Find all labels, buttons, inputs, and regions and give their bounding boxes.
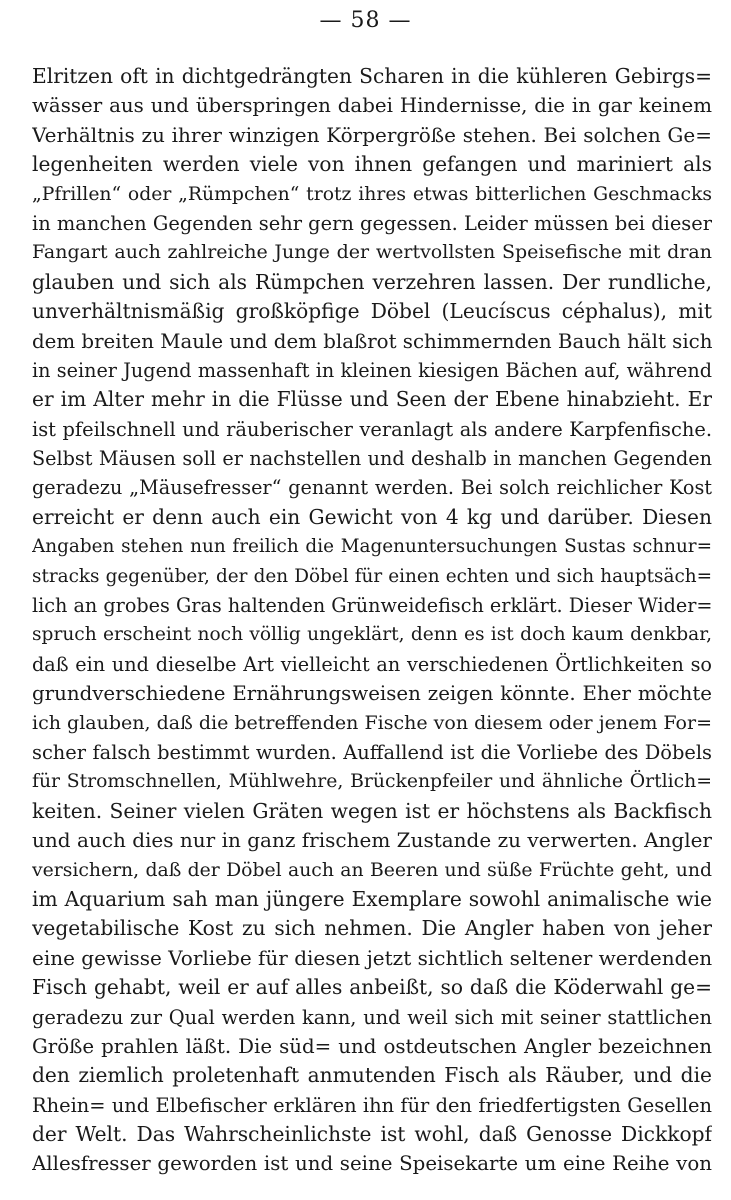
text-line: Angaben stehen nun freilich die Magenuntersuchungen Sustas schnur= bbox=[32, 536, 712, 558]
text-line: und auch dies nur in ganz frischem Zustande zu verwerten. Angler bbox=[32, 828, 712, 853]
text-line: wässer aus und überspringen dabei Hindernisse, die in gar keinem bbox=[32, 94, 712, 118]
body-text bbox=[32, 62, 712, 1179]
text-line: Allesfresser geworden ist und seine Speisekarte um eine Reihe von bbox=[32, 1152, 712, 1176]
text-line: der Welt. Das Wahrscheinlichste ist wohl, daß Genosse Dickkopf bbox=[32, 1122, 712, 1147]
text-line: spruch erscheint noch völlig ungeklärt, denn es ist doch kaum denkbar, bbox=[32, 624, 712, 646]
text-line: daß ein und dieselbe Art vielleicht an verschiedenen Örtlichkeiten so bbox=[32, 652, 712, 676]
text-line: ist pfeilschnell und räuberischer veranlagt als andere Karpfenfische. bbox=[32, 417, 712, 441]
text-line: Selbst Mäusen soll er nachstellen und deshalb in manchen Gegenden bbox=[32, 447, 712, 471]
text-line: in manchen Gegenden sehr gern gegessen. Leider müssen bei dieser bbox=[32, 211, 712, 235]
text-line: den ziemlich proletenhaft anmutenden Fisch als Räuber, und die bbox=[32, 1063, 712, 1088]
text-line: keiten. Seiner vielen Gräten wegen ist er höchstens als Backfisch bbox=[32, 798, 712, 823]
text-line: Rhein= und Elbefischer erklären ihn für den friedfertigsten Gesellen bbox=[32, 1093, 712, 1117]
text-line: er im Alter mehr in die Flüsse und Seen der Ebene hinabzieht. Er bbox=[32, 387, 712, 412]
text-line: ich glauben, daß die betreffenden Fische von diesem oder jenem For= bbox=[32, 711, 712, 734]
text-line: Fangart auch zahlreiche Junge der wertvollsten Speisefische mit dran bbox=[32, 241, 712, 264]
text-line: „Pfrillen“ oder „Rümpchen“ trotz ihres etwas bitterlichen Geschmacks bbox=[32, 183, 712, 205]
text-line: grundverschiedene Ernährungsweisen zeigen könnte. Eher möchte bbox=[32, 682, 712, 706]
text-line: Elritzen oft in dichtgedrängten Scharen in die kühleren Gebirgs= bbox=[32, 64, 712, 88]
text-line: unverhältnismäßig großköpfige Döbel (Leucíscus céphalus), mit bbox=[32, 299, 712, 324]
page-number: — 58 — bbox=[319, 8, 412, 33]
text-line: glauben und sich als Rümpchen verzehren lassen. Der rundliche, bbox=[32, 269, 712, 294]
text-line: Größe prahlen läßt. Die süd= und ostdeutschen Angler bezeichnen bbox=[32, 1034, 712, 1058]
text-line: für Stromschnellen, Mühlwehre, Brückenpfeiler und ähnliche Örtlich= bbox=[32, 771, 712, 793]
text-line: dem breiten Maule und dem blaßrot schimmernden Bauch hält sich bbox=[32, 329, 712, 353]
text-line: eine gewisse Vorliebe für diesen jetzt sichtlich seltener werdenden bbox=[32, 945, 712, 970]
text-line: stracks gegenüber, der den Döbel für einen echten und sich hauptsäch= bbox=[32, 565, 712, 587]
text-line: versichern, daß der Döbel auch an Beeren und süße Früchte geht, und bbox=[32, 859, 712, 881]
text-line: erreicht er denn auch ein Gewicht von 4 kg und darüber. Diesen bbox=[32, 504, 712, 529]
text-line: Verhältnis zu ihrer winzigen Körpergröße stehen. Bei solchen Ge= bbox=[32, 122, 712, 147]
text-line: in seiner Jugend massenhaft in kleinen kiesigen Bächen auf, während bbox=[32, 358, 712, 382]
text-line: im Aquarium sah man jüngere Exemplare sowohl animalische wie bbox=[32, 886, 712, 911]
text-line: Fisch gehabt, weil er auf alles anbeißt, so daß die Köderwahl ge= bbox=[32, 975, 712, 1000]
text-line: scher falsch bestimmt wurden. Auffallend ist die Vorliebe des Döbels bbox=[32, 740, 712, 764]
text-line: lich an grobes Gras haltenden Grünweidefisch erklärt. Dieser Wider= bbox=[32, 594, 712, 618]
text-line: vegetabilische Kost zu sich nehmen. Die Angler haben von jeher bbox=[32, 916, 712, 941]
text-line: geradezu „Mäusefresser“ genannt werden. Bei solch reichlicher Kost bbox=[32, 476, 712, 500]
text-line: geradezu zur Qual werden kann, und weil sich mit seiner stattlichen bbox=[32, 1005, 712, 1029]
text-line: legenheiten werden viele von ihnen gefangen und mariniert als bbox=[32, 152, 712, 177]
